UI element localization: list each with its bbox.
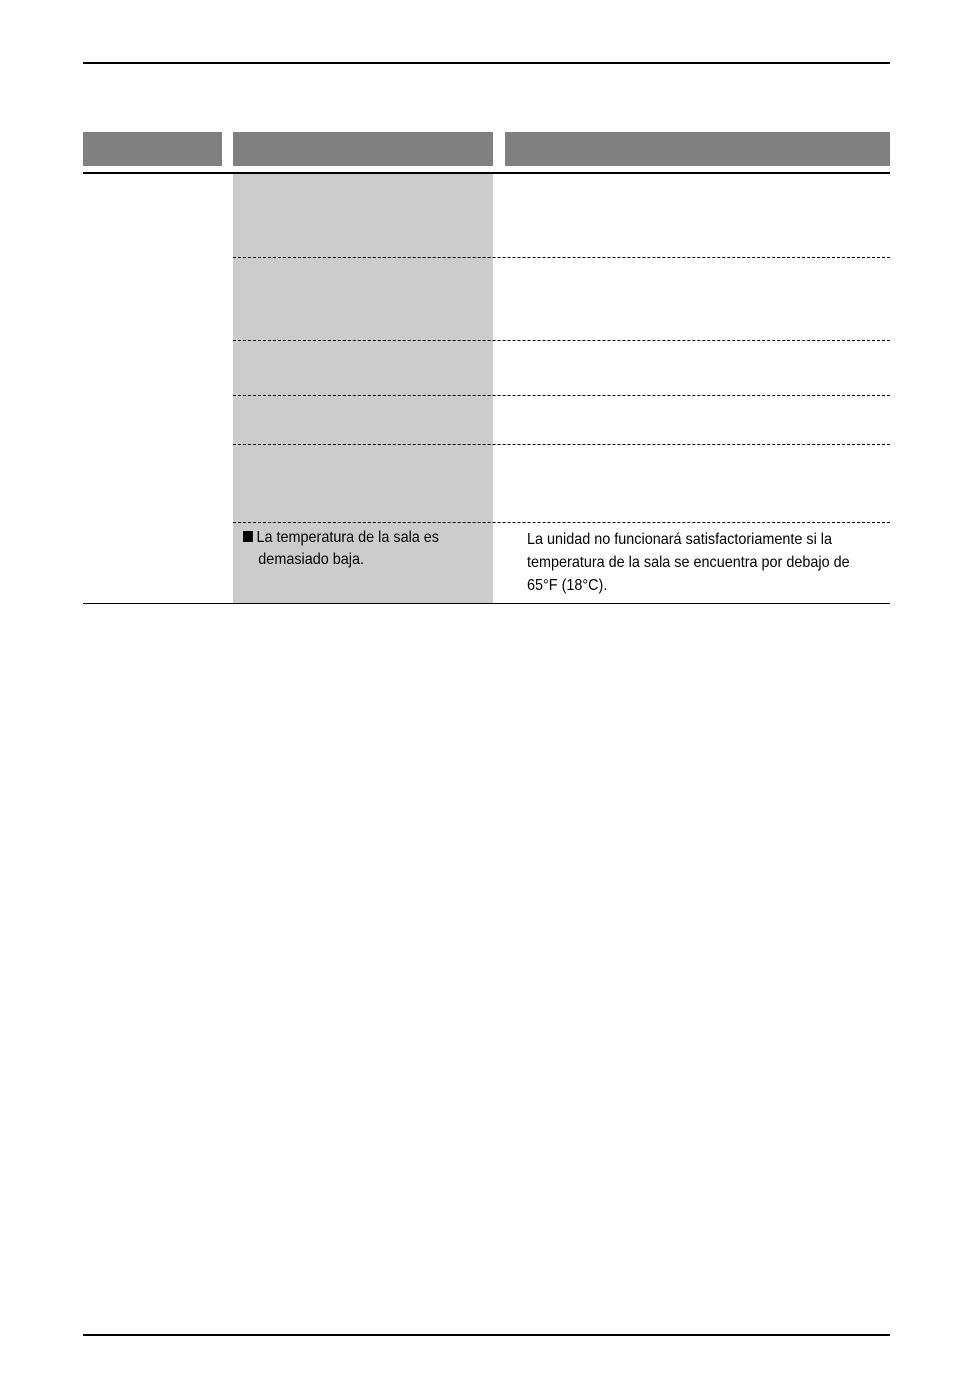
cause-cell: [243, 527, 482, 571]
row-divider: [233, 257, 890, 258]
remedy-cell: [527, 528, 874, 597]
column-header-problem: [83, 132, 222, 166]
table-bottom-border: [83, 603, 890, 604]
cause-text-line1: La temperatura de la sala es: [256, 529, 440, 546]
column-header-remedy: [505, 132, 890, 166]
cause-text-line2: demasiado baja.: [258, 551, 364, 568]
row-divider: [233, 522, 890, 523]
footer-rule: [83, 1334, 890, 1336]
remedy-text-line: temperatura de la sala se encuentra por debajo de: [527, 554, 850, 571]
remedy-text-line: La unidad no funcionará satisfactoriamente si la: [527, 531, 832, 548]
remedy-text-line: 65°F (18°C).: [527, 577, 608, 594]
square-bullet-icon: [243, 531, 253, 542]
header-rule: [83, 62, 890, 64]
row-divider: [233, 340, 890, 341]
column-header-cause: [233, 132, 493, 166]
row-divider: [233, 395, 890, 396]
row-divider: [233, 444, 890, 445]
